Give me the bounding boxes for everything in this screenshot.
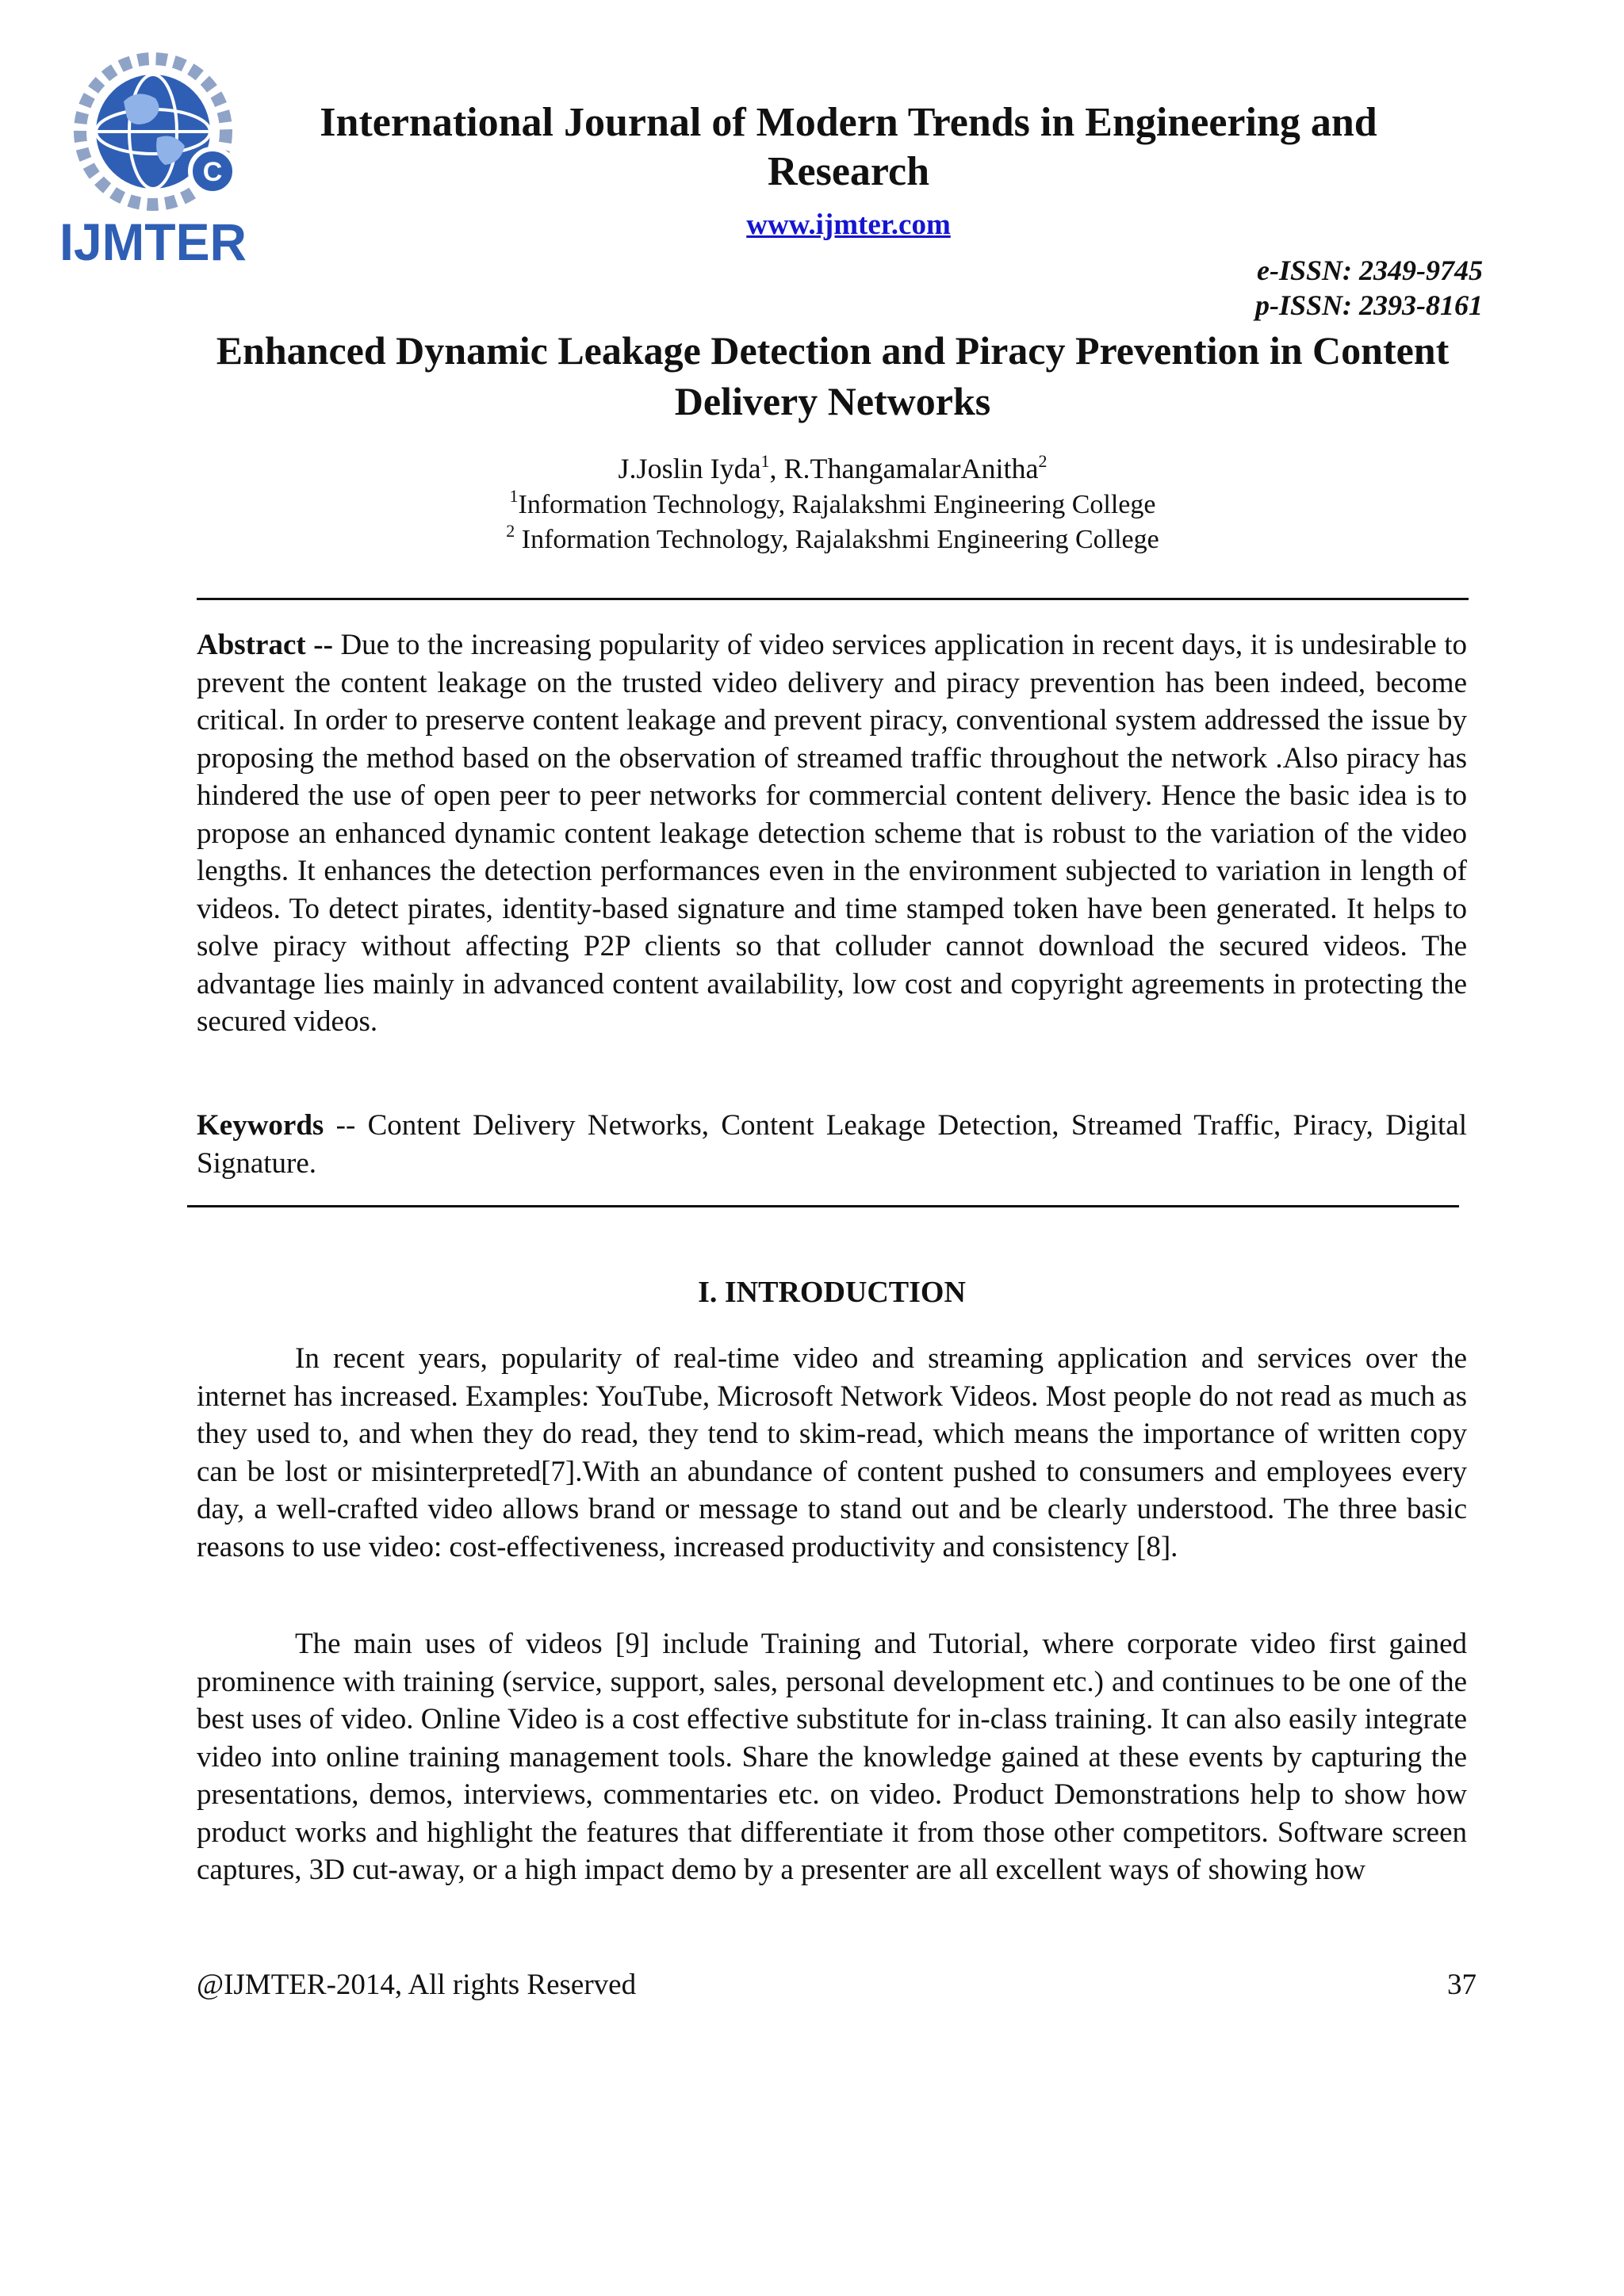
e-issn: e-ISSN: 2349-9745 [1257, 254, 1483, 286]
affiliation-2 [198, 521, 1467, 555]
affiliation-1-sup: 1 [509, 486, 519, 506]
keywords [197, 1107, 1467, 1182]
svg-text:C: C [202, 157, 223, 187]
paper-title: Enhanced Dynamic Leakage Detection and Piracy Prevention in Content Delivery Networks [216, 328, 1450, 423]
globe-gear-icon [80, 59, 235, 205]
page-number: 37 [1447, 1969, 1477, 2001]
affiliation-2-text: Information Technology, Rajalakshmi Engineering College [515, 525, 1159, 554]
author-line [198, 452, 1467, 485]
footer-copyright: @IJMTER-2014, All rights Reserved [197, 1969, 637, 2001]
abstract-label: Abstract -- [197, 629, 333, 661]
divider-top [197, 598, 1469, 600]
intro-paragraph-2: The main uses of videos [9] include Training and Tutorial, where corporate video first gained prominence with training (service, support, sales, personal development etc.) and continues to be one of the best uses of video. Online Video is a cost effective substitute for in-class training. It can also easily integrate video into online training management tools. Share the knowledge gained at these events by capturing the presentations, demos, interviews, commentaries etc. on video. Product Demonstrations help to show how product works and highlight the features that differentiate it from those other competitors. Software screen captures, 3D cut-away, or a high impact demo by a presenter are all excellent ways of showing how [197, 1628, 1467, 1886]
abstract-text: Due to the increasing popularity of video services application in recent days, it is undesirable to prevent the content leakage on the trusted video delivery and piracy prevention has been indeed, become critical. In order to preserve content leakage and prevent piracy, conventional system addressed the issue by proposing the method based on the observation of streamed traffic throughout the network .Also piracy has hindered the use of open peer to peer networks for commercial content delivery. Hence the basic idea is to propose an enhanced dynamic content leakage detection scheme that is robust to the variation of the video lengths. It enhances the detection performances even in the environment subjected to variation in length of videos. To detect pirates, identity-based signature and time stamped token have been generated. It helps to solve piracy without affecting P2P clients so that colluder cannot download the secured videos. The advantage lies mainly in advanced content availability, low cost and copyright agreements in protecting the secured videos. [197, 629, 1467, 1038]
affiliation-2-sup: 2 [506, 521, 515, 541]
keywords-label: Keywords [197, 1109, 324, 1142]
journal-url-link[interactable]: www.ijmter.com [746, 209, 951, 241]
journal-title: International Journal of Modern Trends in Engineering and Research [320, 100, 1377, 194]
p-issn: p-ISSN: 2393-8161 [1254, 289, 1483, 321]
section-heading-introduction: I. INTRODUCTION [698, 1276, 966, 1309]
affiliation-1-text: Information Technology, Rajalakshmi Engineering College [518, 490, 1156, 519]
author-1-sup: 1 [760, 451, 770, 471]
abstract [197, 626, 1467, 1041]
author-1: J.Joslin Iyda [618, 453, 761, 484]
author-2-sup: 2 [1038, 451, 1048, 471]
logo-text: IJMTER [59, 212, 247, 270]
author-2: R.ThangamalarAnitha [783, 453, 1039, 484]
author-separator: , [769, 453, 784, 484]
affiliation-1 [198, 486, 1467, 520]
intro-paragraph-1: In recent years, popularity of real-time video and streaming application and services over the internet has increased. Examples: YouTube, Microsoft Network Videos. Most people do not read as much as they used to, and when they do read, they tend to skim-read, which means the importance of written copy can be lost or misinterpreted[7].With an abundance of content pushed to consumers and employees every day, a well-crafted video allows brand or message to stand out and be clearly understood. The three basic reasons to use video: cost-effectiveness, increased productivity and consistency [8]. [197, 1342, 1467, 1563]
keywords-text: -- Content Delivery Networks, Content Leakage Detection, Streamed Traffic, Piracy, Digital Signature. [197, 1109, 1467, 1180]
divider-bottom [187, 1205, 1459, 1207]
ijmter-logo [54, 52, 252, 270]
